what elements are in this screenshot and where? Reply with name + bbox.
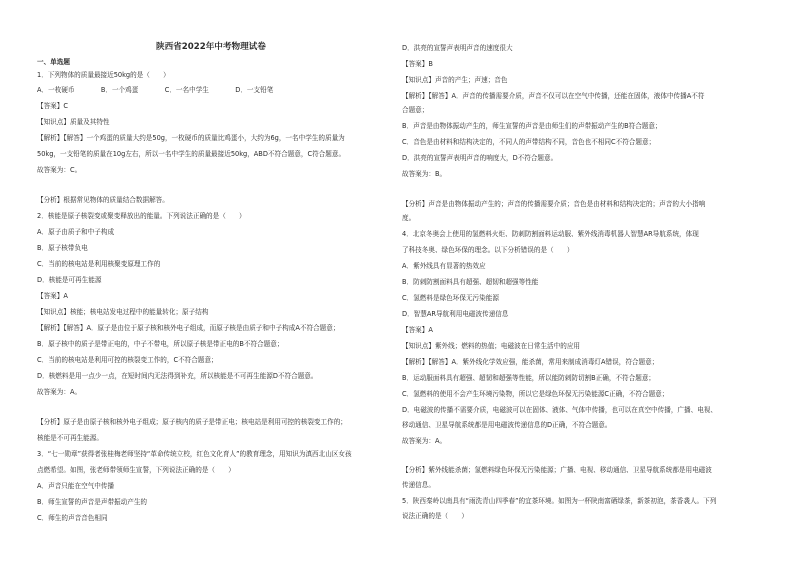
q2-analysis-a: 【解析】【解答】A．原子是由位于原子核和核外电子组成，而原子核是由质子和中子构成A不符合题意； xyxy=(37,324,340,332)
q4-knowledge: 【知识点】紫外线；燃料的热值；电磁波在日常生活中的应用 xyxy=(402,342,581,350)
question-4-line-1: 4．北京冬奥会上使用的氢燃料火炬、防刺防割面料运动服、紫外线消毒机器人智慧AR导航系统，体现 xyxy=(402,230,699,238)
q4-analysis-d-line-1: D．电磁波的传播不需要介质，电磁波可以在固体、液体、气体中传播，也可以在真空中传播，广播、电视、 xyxy=(402,406,717,414)
q3-analysis-a-line-1: 【解析】【解答】A．声音的传播需要介质，声音不仅可以在空气中传播，还能在固体，液体中传播A不符 xyxy=(402,92,705,100)
q2-analysis-d: D．核燃料是用一点少一点，在短时间内无法得到补充，所以核能是不可再生能源D不符合题意。 xyxy=(37,372,318,380)
q2-option-a: A．原子由质子和中子构成 xyxy=(37,228,115,236)
q2-summary-line-2: 核能是不可再生能源。 xyxy=(37,434,103,442)
q3-knowledge: 【知识点】声音的产生；声速；音色 xyxy=(402,76,508,84)
q2-conclusion: 故答案为：A。 xyxy=(37,388,82,396)
q2-option-d: D．核能是可再生能源 xyxy=(37,276,102,284)
question-5-line-1: 5．陕西秦岭以南具有“雨洗青山四季春”的宜茶环境。如图为一杯陕南富硒绿茶，新茶初泡，茶香袭人。下列 xyxy=(402,497,717,505)
q4-summary-line-2: 传递信息。 xyxy=(402,481,435,489)
q4-analysis-b: B．运动服面料具有超强、超韧和超强等性能，所以能防刺防切割B正确，不符合题意； xyxy=(402,374,656,382)
question-4-line-2: 了科技冬奥、绿色环保的理念。以下分析错误的是（ ） xyxy=(402,246,574,254)
q1-summary: 【分析】根据常见物体的质量结合数据解答。 xyxy=(37,196,169,204)
q4-option-a: A．紫外线具有显著的热效应 xyxy=(402,262,486,270)
q4-summary-line-1: 【分析】紫外线能杀菌；氢燃料绿色环保无污染能源；广播、电视、移动通信、卫星导航系统都是用电磁波 xyxy=(402,466,712,474)
q3-conclusion: 故答案为：B。 xyxy=(402,170,447,178)
q3-analysis-a-line-2: 合题意； xyxy=(402,106,429,114)
q2-analysis-b: B．原子核中的质子是带正电的，中子不带电，所以原子核是带正电的B不符合题意； xyxy=(37,340,284,348)
question-1: 1．下列物体的质量最接近50kg的是（ ） xyxy=(37,71,170,79)
q2-summary-line-1: 【分析】原子是由原子核和核外电子组成；原子核内的质子是带正电；核电站是利用可控的核裂变工作的； xyxy=(37,418,347,426)
q3-option-a: A．声音只能在空气中传播 xyxy=(37,482,115,490)
q2-option-b: B．原子核带负电 xyxy=(37,244,88,252)
question-5-line-2: 说法正确的是（ ） xyxy=(402,512,468,520)
q2-knowledge: 【知识点】核能；核电站发电过程中的能量转化；原子结构 xyxy=(37,308,209,316)
question-2: 2．核能是原子核裂变或聚变释放出的能量。下列说法正确的是（ ） xyxy=(37,212,246,220)
section-heading: 一、单选题 xyxy=(37,58,70,66)
q1-answer: 【答案】C xyxy=(37,102,68,110)
q4-answer: 【答案】A xyxy=(402,326,433,334)
q3-option-d: D．洪亮的宣誓声表明声音的速度很大 xyxy=(402,44,513,52)
q4-conclusion: 故答案为：A。 xyxy=(402,437,447,445)
q4-option-c: C．氢燃料是绿色环保无污染能源 xyxy=(402,294,499,302)
q3-option-c: C．师生的声音音色相同 xyxy=(37,514,108,522)
q1-knowledge: 【知识点】质量及其特性 xyxy=(37,118,110,126)
q3-analysis-b: B．声音是由物体振动产生的，师生宣誓的声音是由师生们的声带振动产生的B符合题意； xyxy=(402,122,662,130)
q2-answer: 【答案】A xyxy=(37,292,68,300)
q3-summary-line-2: 度。 xyxy=(402,214,416,222)
q3-analysis-c: C．音色是由材料和结构决定的，不同人的声带结构不同，音色也不相同C不符合题意； xyxy=(402,138,656,146)
q2-analysis-c: C．当前的核电站是利用可控的核裂变工作的，C不符合题意； xyxy=(37,356,218,364)
page-title: 陕西省2022年中考物理试卷 xyxy=(156,42,266,52)
q4-option-b: B．防刺防割面料具有超强、超韧和超强等性能 xyxy=(402,278,539,286)
q1-analysis-line-1: 【解析】【解答】一个鸡蛋的质量大约是50g，一枚硬币的质量比鸡蛋小，大约为6g，一名中学生的质量为 xyxy=(37,134,345,142)
q4-analysis-d-line-2: 移动通信、卫星导航系统都是用电磁波传递信息的D正确，不符合题意。 xyxy=(402,421,612,429)
q3-answer: 【答案】B xyxy=(402,60,433,68)
q1-conclusion: 故答案为：C。 xyxy=(37,166,82,174)
q3-analysis-d: D．洪亮的宣誓声表明声音的响度大，D不符合题意。 xyxy=(402,154,558,162)
q2-option-c: C．当前的核电站是利用核聚变原理工作的 xyxy=(37,260,161,268)
q4-analysis-a: 【解析】【解答】A．紫外线化学效应强，能杀菌，常用来制成消毒灯A错误，符合题意； xyxy=(402,358,659,366)
q4-analysis-c: C．氢燃料的使用不会产生环境污染物，所以它是绿色环保无污染能源C正确，不符合题意； xyxy=(402,390,669,398)
q4-option-d: D．智慧AR导航利用电磁波传递信息 xyxy=(402,310,509,318)
question-3-line-2: 点燃希望。如图，张老师带领师生宣誓，下列说法正确的是（ ） xyxy=(37,466,235,474)
q3-summary-line-1: 【分析】声音是由物体振动产生的；声音的传播需要介质；音色是由材料和结构决定的；声音的大小指响 xyxy=(402,200,706,208)
q1-options: A．一枚硬币 B．一个鸡蛋 C．一名中学生 D．一支铅笔 xyxy=(37,86,274,94)
q3-option-b: B．师生宣誓的声音是声带振动产生的 xyxy=(37,498,148,506)
question-3-line-1: 3．“七一勋章”获得者张桂梅老师坚持“革命传统立校，红色文化育人”的教育理念，用知识为滇西北山区女孩 xyxy=(37,450,352,458)
q1-analysis-line-2: 50kg，一支铅笔的质量在10g左右，所以一名中学生的质量最接近50kg，ABD不符合题意，C符合题意。 xyxy=(37,150,346,158)
